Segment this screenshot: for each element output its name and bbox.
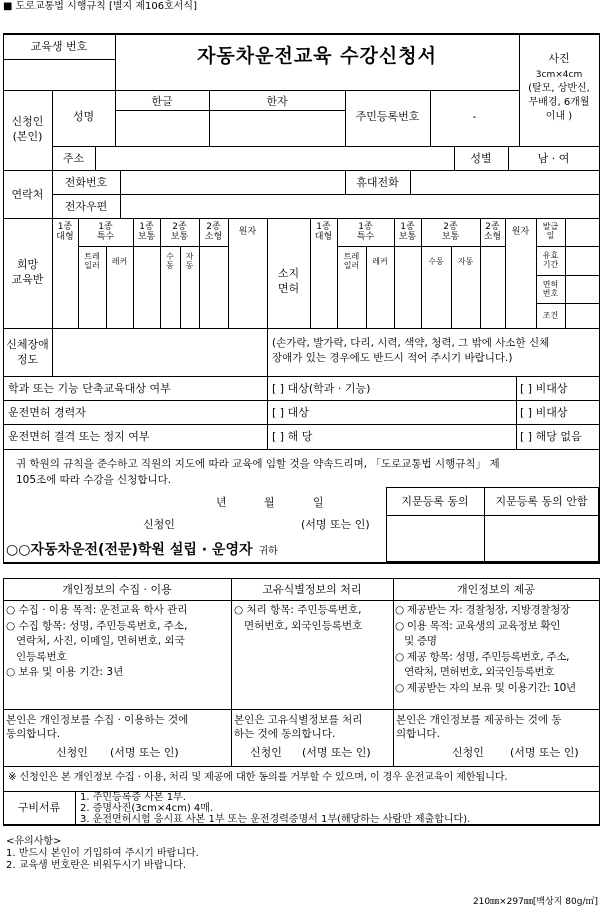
addressee-honorific: 귀하 (258, 546, 278, 557)
disability-note-1: (손가락, 발가락, 다리, 시력, 색약, 청력, 그 밖에 사소한 신체 (272, 337, 550, 349)
notes-title: <유의사항> (6, 836, 62, 847)
consent-collect-sign[interactable]: (서명 또는 인) (110, 746, 179, 759)
class-1-wrecker[interactable]: 레커 (111, 257, 128, 266)
email-field[interactable] (121, 195, 598, 217)
gender-choice[interactable]: 남 · 여 (537, 152, 570, 165)
held-2-normal: 2종 보통 (441, 222, 460, 242)
held-1-special: 1종 특수 (356, 222, 375, 242)
address-label: 주소 (62, 152, 85, 165)
class-2-normal: 2종 보통 (170, 222, 189, 242)
date-year[interactable]: 년 (216, 496, 227, 509)
class-1-special: 1종 특수 (96, 222, 115, 242)
note-item: 1. 반드시 본인이 기입하여 주시기 바랍니다. (6, 848, 199, 859)
class-2-auto[interactable]: 자 동 (185, 252, 194, 270)
validity-label: 유효 기간 (542, 251, 559, 269)
contact-label: 연락처 (11, 188, 44, 201)
disability-label-sub: 정도 (16, 353, 39, 366)
rrn-label: 주민등록번호 (355, 110, 420, 123)
disqualification-no[interactable]: [ ] 해당 없음 (520, 430, 582, 443)
name-hanja-field[interactable] (210, 111, 344, 145)
document-item: 3. 운전면허시험 응시표 사본 1부 또는 운전경력증명서 1부(해당하는 사람만 제출합니다). (80, 814, 471, 825)
mobile-label: 휴대전화 (356, 176, 399, 189)
hangul-label: 한글 (151, 95, 173, 108)
consent-provide-sign[interactable]: (서명 또는 인) (510, 746, 579, 759)
privacy-col1-head: 개인정보의 수집 · 이용 (62, 583, 172, 596)
consent-unique-id: 본인은 고유식별정보를 처리 하는 것에 동의합니다. (234, 714, 363, 740)
held-1-wrecker[interactable]: 레커 (372, 257, 388, 266)
privacy-col1-body: ○ 수집 · 이용 목적: 운전교육 학사 관리 ○ 수집 항목: 성명, 주민등록번호, 주소, 연락처, 사진, 이메일, 면허번호, 외국 인등록번호 ○ 보유 및 이용 기간: 3년 (6, 604, 188, 678)
phone-label: 전화번호 (64, 176, 108, 189)
held-moped[interactable]: 원자 (511, 227, 530, 237)
applicant-sign-label: 신청인 (143, 518, 175, 531)
pledge-line-1: 귀 학원의 규칙을 준수하고 직원의 지도에 따라 교육에 임할 것을 약속드리며, 「도로교통법 시행규칙」 제 (16, 458, 500, 470)
privacy-col3-head: 개인정보의 제공 (457, 583, 535, 596)
date-day[interactable]: 일 (313, 496, 324, 509)
documents-label: 구비서류 (17, 801, 61, 814)
note-item: 2. 교육생 번호란은 비워두시기 바랍니다. (6, 860, 186, 871)
class-2-manual[interactable]: 수 동 (166, 252, 174, 270)
fingerprint-agree-sign[interactable] (387, 516, 483, 561)
documents-list (80, 792, 470, 825)
class-1-normal[interactable]: 1종 보통 (137, 222, 156, 242)
consent-unique-id-sign-label: 신청인 (250, 746, 282, 759)
paper-spec: 210㎜×297㎜[백상지 80g/㎡] (472, 897, 598, 907)
date-month[interactable]: 월 (264, 496, 275, 509)
rrn-field[interactable]: - (472, 110, 477, 123)
photo-note-2: 무배경, 6개월 (528, 97, 590, 108)
held-1-trailer[interactable]: 트레 일러 (343, 252, 360, 270)
hanja-label: 한자 (266, 95, 288, 108)
consent-collect-sign-label: 신청인 (56, 746, 88, 759)
shortened-course-non-target[interactable]: [ ] 비대상 (520, 382, 568, 395)
experience-target[interactable]: [ ] 대상 (272, 406, 309, 419)
gender-label: 성별 (470, 152, 492, 165)
photo-note-3: 이내 ) (545, 111, 573, 122)
form-reference (3, 0, 197, 13)
license-number-label: 면허 번호 (542, 280, 559, 298)
square-marker-icon: ■ (3, 1, 13, 12)
fingerprint-disagree-sign[interactable] (485, 516, 598, 561)
privacy-col3-body: ○ 제공받는 자: 경찰청장, 지방경찰청장 ○ 이용 목적: 교육생의 교육정보 확인 및 증명 ○ 제공 항목: 성명, 주민등록번호, 주소, 연락처, 면허번호, 외국인등록번호 ○ 제공받는 자의 보유 및 이용기간: 10년 (395, 604, 576, 694)
desired-class-label: 희망 (16, 258, 39, 271)
form-title: 자동차운전교육 수강신청서 (197, 45, 437, 67)
issue-date-label: 발급 일 (542, 222, 559, 240)
addressee-org: ○○자동차운전(전문)학원 설립 · 운영자 (6, 542, 253, 558)
trainee-number-label: 교육생 번호 (30, 40, 88, 53)
name-hangul-field[interactable] (116, 111, 208, 145)
held-license-label-sub: 면허 (277, 282, 300, 295)
fingerprint-disagree[interactable]: 지문등록 동의 안함 (495, 495, 588, 508)
applicant-label-sub: (본인) (12, 130, 43, 143)
pledge-line-2: 105조에 따라 수강을 신청합니다. (16, 474, 172, 486)
class-moped[interactable]: 원자 (238, 227, 257, 237)
address-field[interactable] (96, 147, 453, 169)
phone-field[interactable] (121, 171, 344, 193)
document-item: 2. 증명사진(3cm×4cm) 4매. (80, 803, 214, 814)
photo-size: 3cm×4cm (535, 70, 583, 80)
desired-class-label-sub: 교육반 (11, 273, 44, 286)
held-2-small[interactable]: 2종 소형 (483, 222, 502, 242)
applicant-sign-field[interactable]: (서명 또는 인) (301, 518, 370, 531)
experience-non-target[interactable]: [ ] 비대상 (520, 406, 568, 419)
consent-unique-id-sign[interactable]: (서명 또는 인) (302, 746, 371, 759)
held-2-manual[interactable]: 수동 (428, 257, 444, 266)
held-1-large[interactable]: 1종 대형 (314, 222, 333, 242)
photo-note-1: (탈모, 상반신, (528, 83, 590, 94)
experience-label: 운전면허 경력자 (8, 406, 86, 419)
disability-note-2: 장애가 있는 경우에도 반드시 적어 주시기 바랍니다.) (272, 352, 513, 364)
fingerprint-agree[interactable]: 지문등록 동의 (401, 495, 469, 508)
disability-label: 신체장애 (6, 338, 49, 351)
disqualification-label: 운전면허 결격 또는 정지 여부 (8, 430, 150, 443)
photo-label: 사진 (548, 52, 570, 65)
form-reference-text: 도로교통법 시행규칙 [별지 제106호서식] (15, 1, 197, 12)
held-2-auto[interactable]: 자동 (457, 257, 474, 266)
privacy-col2-head: 고유식별정보의 처리 (262, 583, 362, 596)
disability-field[interactable] (53, 329, 266, 375)
consent-provide-sign-label: 신청인 (452, 746, 484, 759)
conditions-label: 조건 (542, 311, 559, 320)
held-license-label: 소지 (277, 267, 300, 280)
shortened-course-target[interactable]: [ ] 대상(학과 · 기능) (272, 382, 371, 395)
email-label: 전자우편 (64, 200, 108, 213)
applicant-label: 신청인 (11, 115, 44, 128)
shortened-course-label: 학과 또는 기능 단축교육대상 여부 (8, 382, 171, 395)
refusal-notice: ※ 신청인은 본 개인정보 수집 · 이용, 처리 및 제공에 대한 동의를 거부할 수 있으며, 이 경우 운전교육이 제한됩니다. (8, 772, 508, 783)
disqualification-yes[interactable]: [ ] 해 당 (272, 430, 313, 443)
held-1-normal[interactable]: 1종 보통 (398, 222, 417, 242)
addressee (6, 544, 278, 558)
class-1-trailer[interactable]: 트레 일러 (84, 252, 100, 270)
name-label: 성명 (72, 110, 95, 123)
privacy-col2-body: ○ 처리 항목: 주민등록번호, 면허번호, 외국인등록번호 (234, 604, 363, 632)
notes-section (6, 836, 199, 872)
mobile-field[interactable] (411, 171, 598, 193)
consent-provide: 본인은 개인정보를 제공하는 것에 동 의합니다. (396, 714, 562, 740)
class-2-small[interactable]: 2종 소형 (204, 222, 223, 242)
document-item: 1. 주민등록증 사본 1부. (80, 792, 186, 803)
class-1-large[interactable]: 1종 대형 (56, 222, 74, 242)
consent-collect: 본인은 개인정보를 수집 · 이용하는 것에 동의합니다. (6, 714, 189, 740)
